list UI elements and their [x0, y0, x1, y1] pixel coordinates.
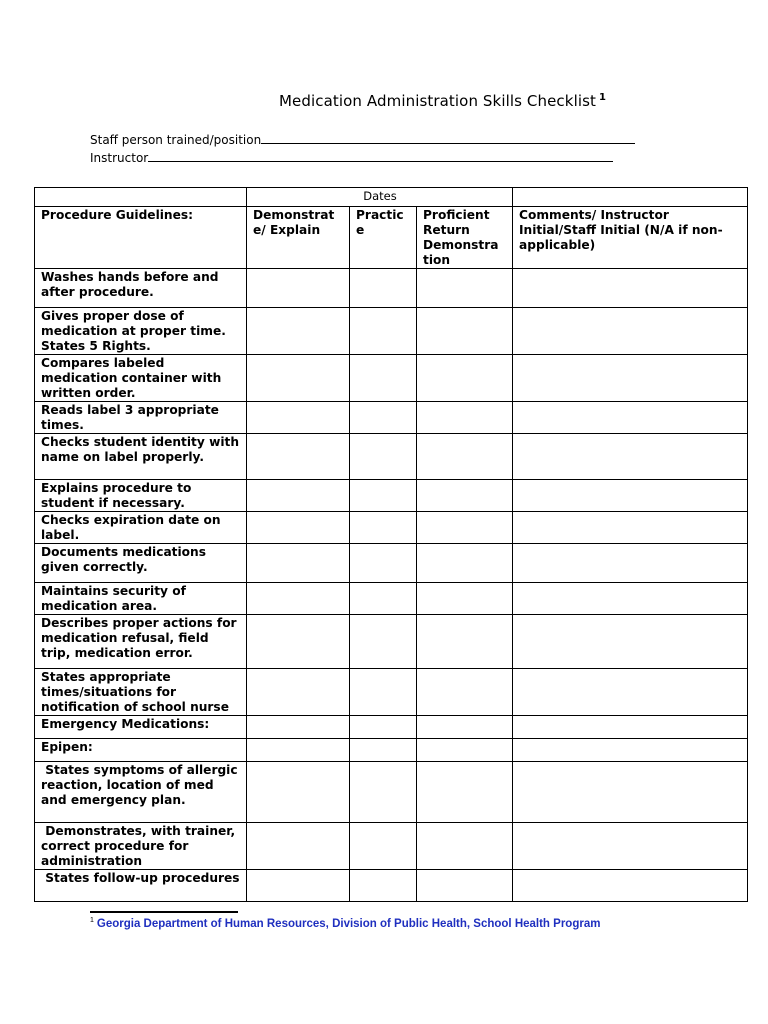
- procedure-guideline-cell: States appropriate times/situations for notification of school nurse: [35, 669, 247, 716]
- practice-cell[interactable]: [350, 762, 417, 823]
- procedure-guideline-cell: Describes proper actions for medication refusal, field trip, medication error.: [35, 615, 247, 669]
- demonstrate-explain-cell[interactable]: [247, 870, 350, 902]
- header-proficient-return: Proficient Return Demonstra tion: [417, 207, 513, 269]
- table-row: [35, 308, 748, 355]
- comments-cell[interactable]: [513, 434, 748, 480]
- table-row: [35, 669, 748, 716]
- staff-position-blank[interactable]: [261, 132, 635, 144]
- table-row: [35, 823, 748, 870]
- table-row: [35, 583, 748, 615]
- procedure-guideline-cell: Washes hands before and after procedure.: [35, 269, 247, 308]
- instructor-label: Instructor: [90, 151, 149, 165]
- demonstrate-explain-cell[interactable]: [247, 669, 350, 716]
- header-procedure-guidelines: Procedure Guidelines:: [35, 207, 247, 269]
- footnote-marker: 1: [90, 917, 94, 924]
- demonstrate-explain-cell[interactable]: [247, 823, 350, 870]
- header-comments: Comments/ Instructor Initial/Staff Initial (N/A if non-applicable): [513, 207, 748, 269]
- comments-cell[interactable]: [513, 669, 748, 716]
- proficient-return-cell[interactable]: [417, 480, 513, 512]
- proficient-return-cell[interactable]: [417, 308, 513, 355]
- table-row: [35, 402, 748, 434]
- practice-cell[interactable]: [350, 355, 417, 402]
- skills-checklist-table: [34, 187, 748, 902]
- practice-cell[interactable]: [350, 402, 417, 434]
- demonstrate-explain-cell[interactable]: [247, 355, 350, 402]
- comments-cell[interactable]: [513, 583, 748, 615]
- comments-cell[interactable]: [513, 308, 748, 355]
- practice-cell[interactable]: [350, 739, 417, 762]
- proficient-return-cell[interactable]: [417, 762, 513, 823]
- demonstrate-explain-cell[interactable]: [247, 269, 350, 308]
- procedure-guideline-cell: Checks expiration date on label.: [35, 512, 247, 544]
- comments-cell[interactable]: [513, 823, 748, 870]
- title-footnote-marker: 1: [599, 92, 607, 103]
- proficient-return-cell[interactable]: [417, 823, 513, 870]
- practice-cell[interactable]: [350, 870, 417, 902]
- staff-position-label: Staff person trained/position: [90, 133, 262, 147]
- demonstrate-explain-cell[interactable]: [247, 480, 350, 512]
- proficient-return-cell[interactable]: [417, 512, 513, 544]
- comments-cell[interactable]: [513, 355, 748, 402]
- footnote-text: Georgia Department of Human Resources, Division of Public Health, School Health Program: [96, 918, 601, 930]
- table-row: [35, 615, 748, 669]
- instructor-field[interactable]: [90, 150, 613, 165]
- procedure-guideline-cell: Compares labeled medication container with written order.: [35, 355, 247, 402]
- proficient-return-cell[interactable]: [417, 669, 513, 716]
- procedure-guideline-cell: Reads label 3 appropriate times.: [35, 402, 247, 434]
- comments-cell[interactable]: [513, 739, 748, 762]
- table-row: [35, 762, 748, 823]
- header-demonstrate-explain: Demonstrat e/ Explain: [247, 207, 350, 269]
- comments-cell[interactable]: [513, 762, 748, 823]
- proficient-return-cell[interactable]: [417, 716, 513, 739]
- staff-position-field[interactable]: [90, 132, 635, 147]
- table-row: [35, 739, 748, 762]
- comments-cell[interactable]: [513, 480, 748, 512]
- procedure-guideline-cell: States follow-up procedures: [35, 870, 247, 902]
- proficient-return-cell[interactable]: [417, 739, 513, 762]
- demonstrate-explain-cell[interactable]: [247, 716, 350, 739]
- header-blank-cell: [35, 188, 247, 207]
- procedure-guideline-cell: Checks student identity with name on label properly.: [35, 434, 247, 480]
- practice-cell[interactable]: [350, 512, 417, 544]
- procedure-guideline-cell: Gives proper dose of medication at proper time. States 5 Rights.: [35, 308, 247, 355]
- table-row: [35, 512, 748, 544]
- procedure-guideline-cell: Demonstrates, with trainer, correct procedure for administration: [35, 823, 247, 870]
- table-row: [35, 269, 748, 308]
- table-row: [35, 480, 748, 512]
- practice-cell[interactable]: [350, 615, 417, 669]
- practice-cell[interactable]: [350, 269, 417, 308]
- proficient-return-cell[interactable]: [417, 402, 513, 434]
- demonstrate-explain-cell[interactable]: [247, 402, 350, 434]
- procedure-guideline-cell: Documents medications given correctly.: [35, 544, 247, 583]
- comments-cell[interactable]: [513, 615, 748, 669]
- comments-cell[interactable]: [513, 870, 748, 902]
- comments-cell[interactable]: [513, 269, 748, 308]
- header-blank-cell: [513, 188, 748, 207]
- table-row: [35, 544, 748, 583]
- demonstrate-explain-cell[interactable]: [247, 583, 350, 615]
- procedure-guideline-cell: Explains procedure to student if necessary.: [35, 480, 247, 512]
- demonstrate-explain-cell[interactable]: [247, 434, 350, 480]
- table-row: [35, 355, 748, 402]
- instructor-blank[interactable]: [148, 150, 613, 162]
- practice-cell[interactable]: [350, 823, 417, 870]
- proficient-return-cell[interactable]: [417, 269, 513, 308]
- demonstrate-explain-cell[interactable]: [247, 739, 350, 762]
- proficient-return-cell[interactable]: [417, 434, 513, 480]
- document-title-text: Medication Administration Skills Checklist: [279, 92, 596, 110]
- demonstrate-explain-cell[interactable]: [247, 544, 350, 583]
- practice-cell[interactable]: [350, 669, 417, 716]
- procedure-guideline-cell: States symptoms of allergic reaction, location of med and emergency plan.: [35, 762, 247, 823]
- document-title: [279, 92, 606, 110]
- comments-cell[interactable]: [513, 402, 748, 434]
- demonstrate-explain-cell[interactable]: [247, 308, 350, 355]
- proficient-return-cell[interactable]: [417, 615, 513, 669]
- practice-cell[interactable]: [350, 716, 417, 739]
- table-row: [35, 870, 748, 902]
- procedure-guideline-cell: Emergency Medications:: [35, 716, 247, 739]
- practice-cell[interactable]: [350, 480, 417, 512]
- practice-cell[interactable]: [350, 583, 417, 615]
- proficient-return-cell[interactable]: [417, 583, 513, 615]
- practice-cell[interactable]: [350, 434, 417, 480]
- demonstrate-explain-cell[interactable]: [247, 615, 350, 669]
- dates-header: Dates: [247, 188, 513, 207]
- footnote-rule: [90, 911, 238, 913]
- footnote: [90, 917, 600, 930]
- demonstrate-explain-cell[interactable]: [247, 762, 350, 823]
- procedure-guideline-cell: Maintains security of medication area.: [35, 583, 247, 615]
- demonstrate-explain-cell[interactable]: [247, 512, 350, 544]
- proficient-return-cell[interactable]: [417, 355, 513, 402]
- table-row: [35, 716, 748, 739]
- procedure-guideline-cell: Epipen:: [35, 739, 247, 762]
- proficient-return-cell[interactable]: [417, 544, 513, 583]
- comments-cell[interactable]: [513, 512, 748, 544]
- header-practice: Practic e: [350, 207, 417, 269]
- dates-header-row: [35, 188, 748, 207]
- table-row: [35, 434, 748, 480]
- practice-cell[interactable]: [350, 308, 417, 355]
- proficient-return-cell[interactable]: [417, 870, 513, 902]
- comments-cell[interactable]: [513, 544, 748, 583]
- practice-cell[interactable]: [350, 544, 417, 583]
- column-header-row: [35, 207, 748, 269]
- comments-cell[interactable]: [513, 716, 748, 739]
